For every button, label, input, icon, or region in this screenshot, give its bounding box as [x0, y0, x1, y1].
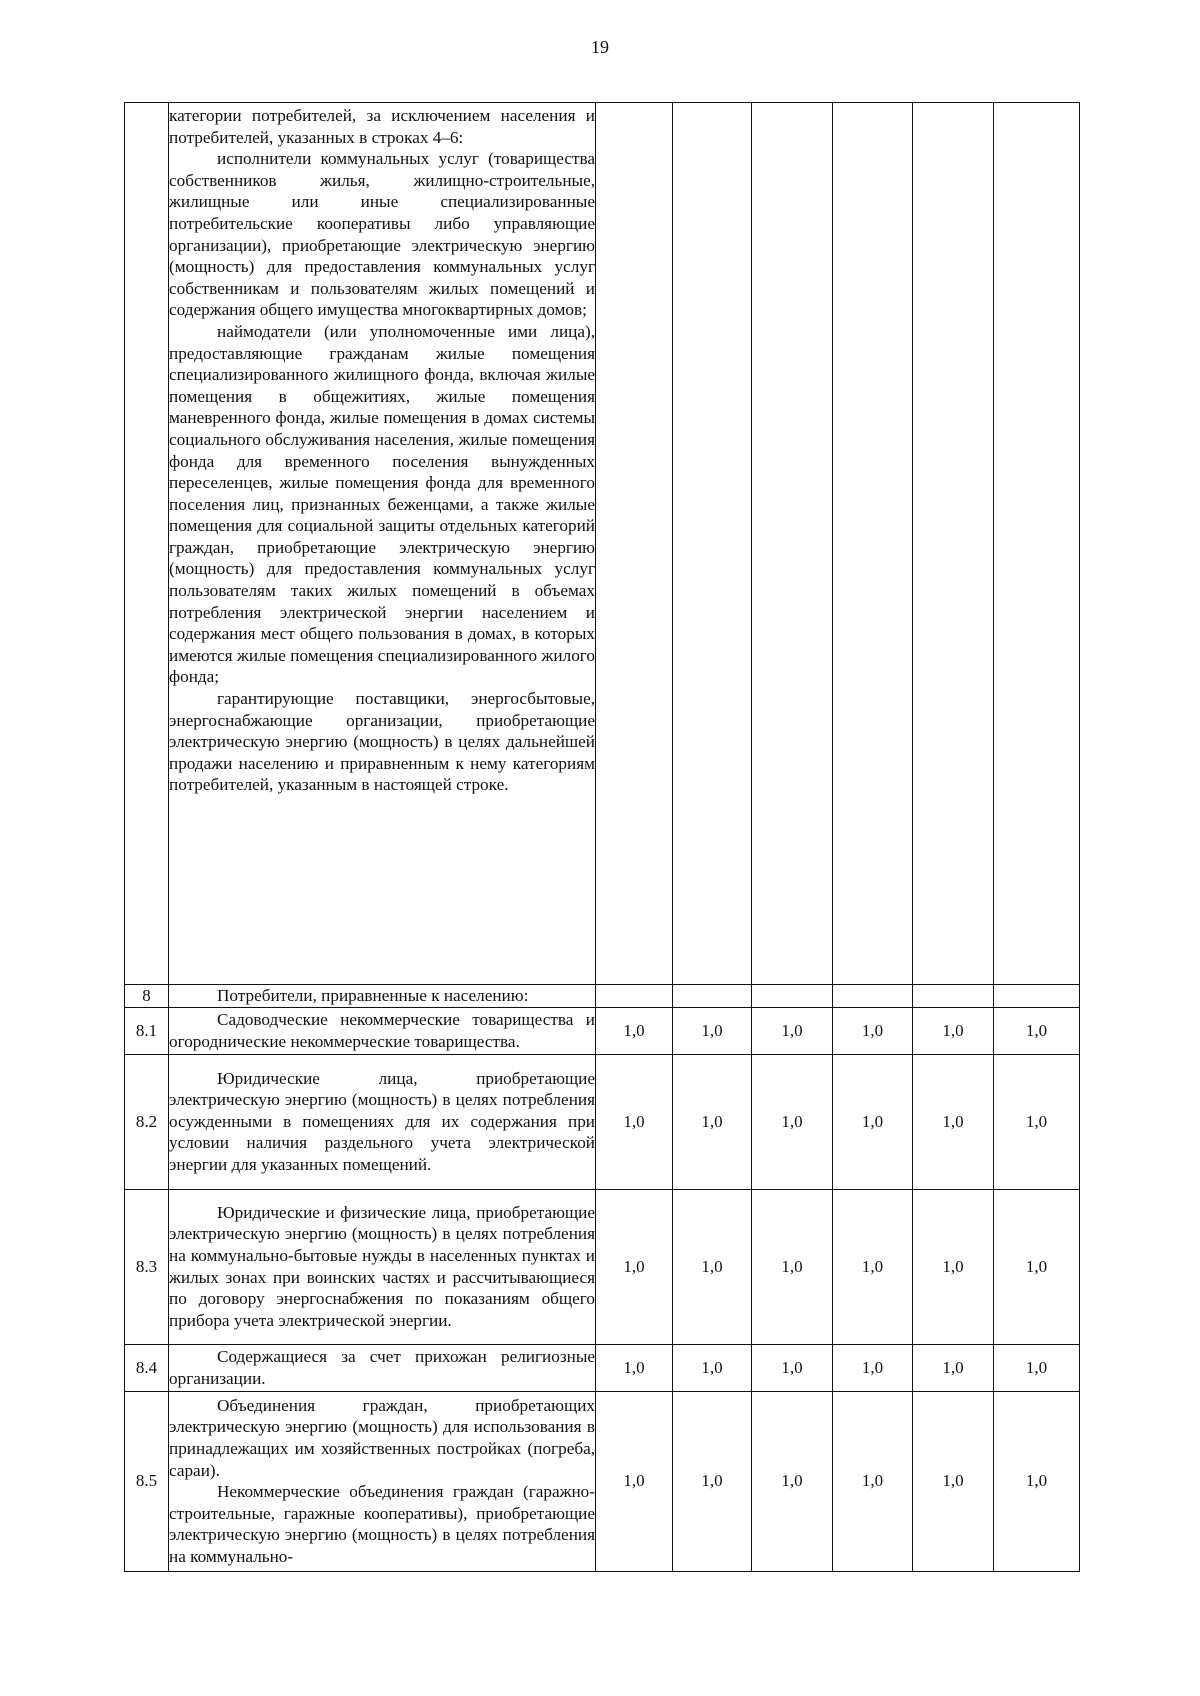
value-cell: 1,0 [673, 1007, 752, 1054]
table-row [125, 1189, 1080, 1344]
row-description [169, 1189, 596, 1344]
description-paragraph: исполнители коммунальных услуг (товарищества собственников жилья, жилищно-строительные, жилищные или иные специализированные потребительские кооперативы либо управляющие организации), приобретающие электрическую энергию (мощность) для предоставления коммунальных услуг собственникам и пользователям жилых помещений и содержания общего имущества многоквартирных домов; [169, 149, 595, 320]
page-number: 19 [591, 37, 609, 57]
value-cell [833, 103, 913, 985]
description-paragraph: Садоводческие некоммерческие товарищества и огороднические некоммерческие товарищества. [169, 1010, 595, 1051]
table-row [125, 985, 1080, 1008]
value-cell: 1,0 [596, 1391, 673, 1571]
value-cell [833, 985, 913, 1008]
tariff-table [124, 102, 1080, 1572]
value-cell: 1,0 [673, 1189, 752, 1344]
row-number-cell: 8.5 [125, 1391, 169, 1571]
value-cell: 1,0 [913, 1344, 994, 1391]
value-cell: 1,0 [833, 1189, 913, 1344]
value-cell [913, 103, 994, 985]
value-cell: 1,0 [833, 1007, 913, 1054]
value-cell: 1,0 [833, 1391, 913, 1571]
description-paragraph: Потребители, приравненные к населению: [217, 986, 529, 1005]
value-cell: 1,0 [673, 1344, 752, 1391]
row-number-cell: 8.3 [125, 1189, 169, 1344]
value-cell: 1,0 [994, 1391, 1080, 1571]
value-cell: 1,0 [596, 1054, 673, 1189]
table-row [125, 1344, 1080, 1391]
value-cell: 1,0 [596, 1189, 673, 1344]
value-cell: 1,0 [752, 1054, 833, 1189]
value-cell: 1,0 [833, 1344, 913, 1391]
description-paragraph: гарантирующие поставщики, энергосбытовые, энергоснабжающие организации, приобретающие электрическую энергию (мощность) в целях дальнейшей продажи населению и приравненным к нему категориям потребителей, указанным в настоящей строке. [169, 689, 595, 795]
value-cell: 1,0 [752, 1344, 833, 1391]
row-description [169, 1391, 596, 1571]
value-cell [673, 103, 752, 985]
value-cell: 1,0 [596, 1007, 673, 1054]
description-paragraph: Содержащиеся за счет прихожан религиозные организации. [169, 1347, 595, 1388]
value-cell [994, 985, 1080, 1008]
value-cell [673, 985, 752, 1008]
row-description [169, 1344, 596, 1391]
value-cell: 1,0 [752, 1007, 833, 1054]
value-cell: 1,0 [994, 1344, 1080, 1391]
row-number-cell: 8.2 [125, 1054, 169, 1189]
row-number-cell [125, 103, 169, 985]
value-cell: 1,0 [752, 1391, 833, 1571]
row-description [169, 985, 596, 1008]
row-description [169, 1054, 596, 1189]
description-paragraph: Некоммерческие объединения граждан (гаражно-строительные, гаражные кооперативы), приобретающие электрическую энергию (мощность) в целях потребления на коммунально- [169, 1482, 595, 1566]
value-cell [596, 985, 673, 1008]
value-cell: 1,0 [673, 1054, 752, 1189]
row-description [169, 1007, 596, 1054]
value-cell: 1,0 [913, 1007, 994, 1054]
value-cell: 1,0 [913, 1391, 994, 1571]
value-cell: 1,0 [994, 1189, 1080, 1344]
table-row [125, 1054, 1080, 1189]
value-cell: 1,0 [994, 1054, 1080, 1189]
description-paragraph: наймодатели (или уполномоченные ими лица), предоставляющие гражданам жилые помещения специализированного жилищного фонда, включая жилые помещения в общежитиях, жилые помещения маневренного фонда, жилые помещения в домах системы социального обслуживания населения, жилые помещения фонда для временного поселения вынужденных переселенцев, жилые помещения фонда для временного поселения лиц, признанных беженцами, а также жилые помещения для социальной защиты отдельных категорий граждан, приобретающие электрическую энергию (мощность) для предоставления коммунальных услуг пользователям таких жилых помещений в объемах потребления электрической энергии населением и содержания мест общего пользования в домах, в которых имеются жилые помещения специализированного жилого фонда; [169, 321, 595, 687]
table-row-continuation [125, 103, 1080, 985]
value-cell [752, 985, 833, 1008]
value-cell: 1,0 [913, 1054, 994, 1189]
row-number-cell: 8.4 [125, 1344, 169, 1391]
description-paragraph: Юридические и физические лица, приобретающие электрическую энергию (мощность) в целях потребления на коммунально-бытовые нужды в населенных пунктах и жилых зонах при воинских частях и рассчитывающиеся по договору энергоснабжения по показаниям общего прибора учета электрической энергии. [169, 1202, 595, 1330]
row-number-cell: 8.1 [125, 1007, 169, 1054]
row-number-cell: 8 [125, 985, 169, 1008]
table-row [125, 1391, 1080, 1571]
row-description [169, 103, 596, 985]
table-row [125, 1007, 1080, 1054]
value-cell [596, 103, 673, 985]
value-cell: 1,0 [673, 1391, 752, 1571]
description-paragraph: Объединения граждан, приобретающих электрическую энергию (мощность) для использования в принадлежащих им хозяйственных постройках (погреба, сараи). [169, 1395, 595, 1480]
value-cell: 1,0 [596, 1344, 673, 1391]
value-cell: 1,0 [752, 1189, 833, 1344]
description-paragraph: Юридические лица, приобретающие электрическую энергию (мощность) в целях потребления осужденными в помещениях для их содержания при условии наличия раздельного учета электрической энергии для указанных помещений. [169, 1068, 595, 1174]
value-cell [752, 103, 833, 985]
value-cell: 1,0 [833, 1054, 913, 1189]
description-paragraph: категории потребителей, за исключением населения и потребителей, указанных в строках 4–6: [169, 106, 595, 147]
value-cell [913, 985, 994, 1008]
value-cell [994, 103, 1080, 985]
value-cell: 1,0 [994, 1007, 1080, 1054]
value-cell: 1,0 [913, 1189, 994, 1344]
